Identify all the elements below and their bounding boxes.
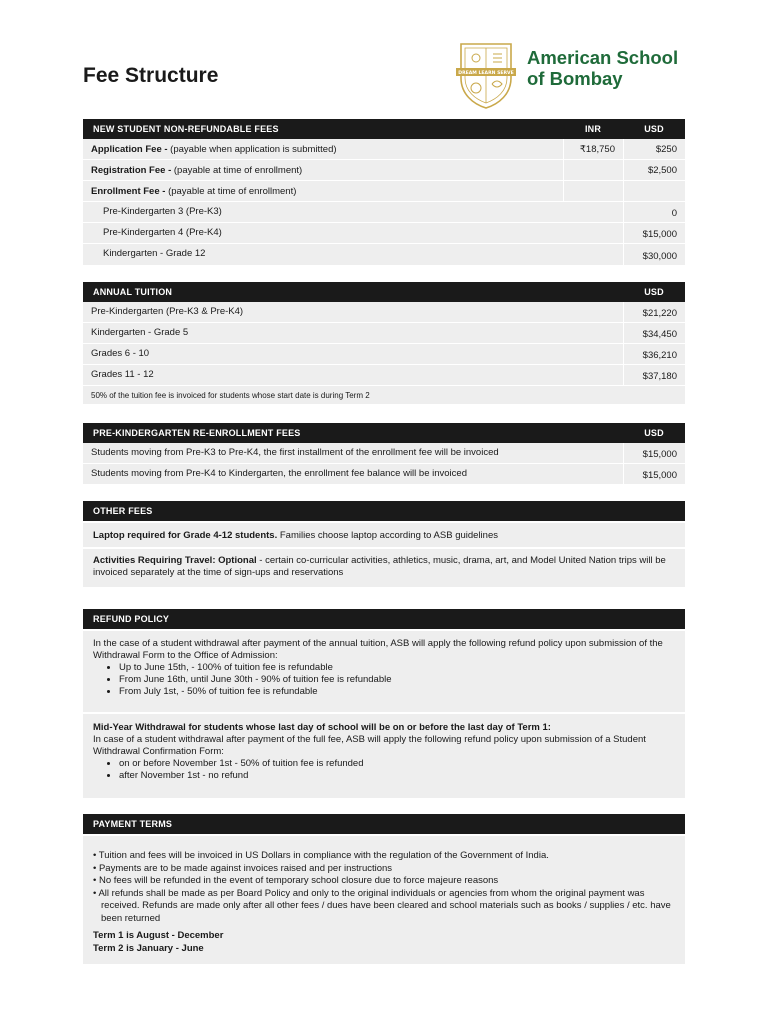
midyear-list: [93, 758, 675, 782]
laptop-fee-detail: Families choose laptop according to ASB guidelines: [277, 530, 498, 541]
grade-label: Grades 11 - 12: [91, 369, 154, 380]
inr-cell: [563, 181, 623, 201]
section-title: NEW STUDENT NON-REFUNDABLE FEES: [93, 124, 279, 134]
section-title: PAYMENT TERMS: [93, 819, 173, 829]
usd-cell: $250: [623, 139, 685, 159]
usd-cell: $34,450: [623, 323, 685, 343]
tuition-note: 50% of the tuition fee is invoiced for students whose start date is during Term 2: [91, 390, 370, 400]
section-header: [83, 423, 685, 443]
list-item: • Tuition and fees will be invoiced in US Dollars in compliance with the regulation of the Government of India.: [93, 850, 549, 861]
fee-label: Application Fee -: [91, 143, 168, 155]
usd-cell: $2,500: [623, 160, 685, 180]
activities-fee-box: [83, 549, 685, 587]
section-title: PRE-KINDERGARTEN RE-ENROLLMENT FEES: [93, 428, 301, 438]
grade-label: Pre-Kindergarten 4 (Pre-K4): [103, 227, 222, 238]
list-item: • From July 1st, - 50% of tuition fee is refundable: [119, 686, 675, 698]
usd-cell: $36,210: [623, 344, 685, 364]
usd-column-header: USD: [644, 428, 664, 438]
usd-cell: $37,180: [623, 365, 685, 385]
table-row: [83, 223, 685, 244]
payment-terms-section: [83, 814, 685, 964]
list-item: • Up to June 15th, - 100% of tuition fee is refundable: [119, 662, 675, 674]
grade-label: Pre-Kindergarten 3 (Pre-K3): [103, 206, 222, 217]
section-header: [83, 609, 685, 629]
section-title: REFUND POLICY: [93, 614, 170, 624]
usd-cell: $15,000: [623, 223, 685, 243]
school-name-line1: American School: [527, 47, 679, 68]
crest-ribbon-text: DREAM LEARN SERVE: [458, 71, 514, 76]
other-fees-section: [83, 501, 685, 587]
section-title: OTHER FEES: [93, 506, 153, 516]
usd-cell: $15,000: [623, 443, 685, 463]
table-row: [83, 202, 685, 223]
page-title: Fee Structure: [83, 64, 219, 87]
table-row: [83, 344, 685, 365]
fee-detail: (payable when application is submitted): [167, 143, 337, 155]
section-title: ANNUAL TUITION: [93, 287, 173, 297]
section-header: [83, 282, 685, 302]
refund-policy-section: [83, 609, 685, 798]
list-item: • From June 16th, until June 30th - 90% of tuition fee is refundable: [119, 674, 675, 686]
annual-tuition-section: [83, 282, 685, 405]
midyear-text: In case of a student withdrawal after payment of the full fee, ASB will apply the following refund policy upon submission of a Student Withdrawal Confirmation Form:: [93, 734, 646, 757]
list-item: • after November 1st - no refund: [119, 770, 675, 782]
new-student-fees-section: [83, 119, 685, 266]
usd-cell: [623, 181, 685, 201]
school-logo: [455, 38, 687, 110]
refund-policy-box: [83, 631, 685, 712]
grade-label: Pre-Kindergarten (Pre-K3 & Pre-K4): [91, 306, 244, 317]
section-header: [83, 501, 685, 521]
usd-cell: $30,000: [623, 244, 685, 265]
term-2: Term 2 is January - June: [93, 942, 204, 954]
prek-reenrollment-section: [83, 423, 685, 485]
refund-intro: In the case of a student withdrawal after payment of the annual tuition, ASB will apply the following refund policy upon submission of the Withdrawal Form to the Office of Admission:: [93, 638, 663, 661]
inr-cell: ₹18,750: [563, 139, 623, 159]
list-item: • No fees will be refunded in the event of temporary school closure due to force majeure reasons: [93, 875, 499, 886]
fee-label: Registration Fee -: [91, 164, 172, 176]
section-header: [83, 814, 685, 834]
laptop-fee-box: [83, 523, 685, 547]
list-item: • All refunds shall be made as per Board Policy and only to the original individuals or agencies from whom the original payment was received. Refunds are made only after all other fees / dues have been cleared and school materials such as books / supplies / etc. have been returned: [93, 887, 671, 924]
inr-column-header: INR: [584, 124, 602, 134]
section-header: [83, 119, 685, 139]
school-crest-icon: [455, 38, 517, 110]
midyear-withdrawal-box: [83, 714, 685, 798]
fee-detail: (payable at time of enrollment): [171, 164, 303, 176]
activities-fee-label: Activities Requiring Travel: Optional: [93, 555, 257, 566]
usd-column-header: USD: [644, 124, 664, 134]
grade-label: Grades 6 - 10: [91, 348, 150, 359]
table-row: [83, 464, 685, 485]
list-item: • Payments are to be made against invoices raised and per instructions: [93, 862, 393, 874]
laptop-fee-label: Laptop required for Grade 4-12 students.: [93, 530, 278, 541]
term-1: Term 1 is August - December: [93, 930, 224, 941]
table-row: [83, 181, 685, 202]
grade-label: Kindergarten - Grade 12: [103, 248, 206, 259]
refund-list: [93, 662, 675, 698]
table-row: [83, 443, 685, 464]
list-item: • on or before November 1st - 50% of tuition fee is refunded: [119, 758, 675, 770]
table-row: [83, 302, 685, 323]
tuition-note-row: [83, 386, 685, 405]
table-row: [83, 160, 685, 181]
inr-cell: [563, 160, 623, 180]
table-row: [83, 323, 685, 344]
table-row: [83, 244, 685, 266]
school-name: [527, 47, 678, 89]
usd-cell: $21,220: [623, 302, 685, 322]
table-row: [83, 139, 685, 160]
usd-cell: $15,000: [623, 464, 685, 484]
grade-label: Kindergarten - Grade 5: [91, 327, 189, 338]
fee-detail: (payable at time of enrollment): [165, 185, 297, 197]
usd-column-header: USD: [644, 287, 664, 297]
fee-label: Enrollment Fee -: [91, 185, 166, 197]
usd-cell: 0: [623, 202, 685, 222]
table-row: [83, 365, 685, 386]
reenroll-label: Students moving from Pre-K3 to Pre-K4, the first installment of the enrollment fee will be invoiced: [91, 447, 499, 458]
activities-fee-detail: - certain co-curricular activities, athletics, music, drama, art, and Model United Nation trips will be invoiced separately at the time of sign-ups and reservations: [93, 555, 669, 578]
reenroll-label: Students moving from Pre-K4 to Kindergarten, the enrollment fee balance will be invoiced: [91, 468, 467, 479]
midyear-title: Mid-Year Withdrawal for students whose last day of school will be on or before the last day of Term 1:: [93, 722, 551, 733]
payment-terms-box: [83, 836, 685, 964]
school-name-line2: of Bombay: [527, 68, 623, 89]
